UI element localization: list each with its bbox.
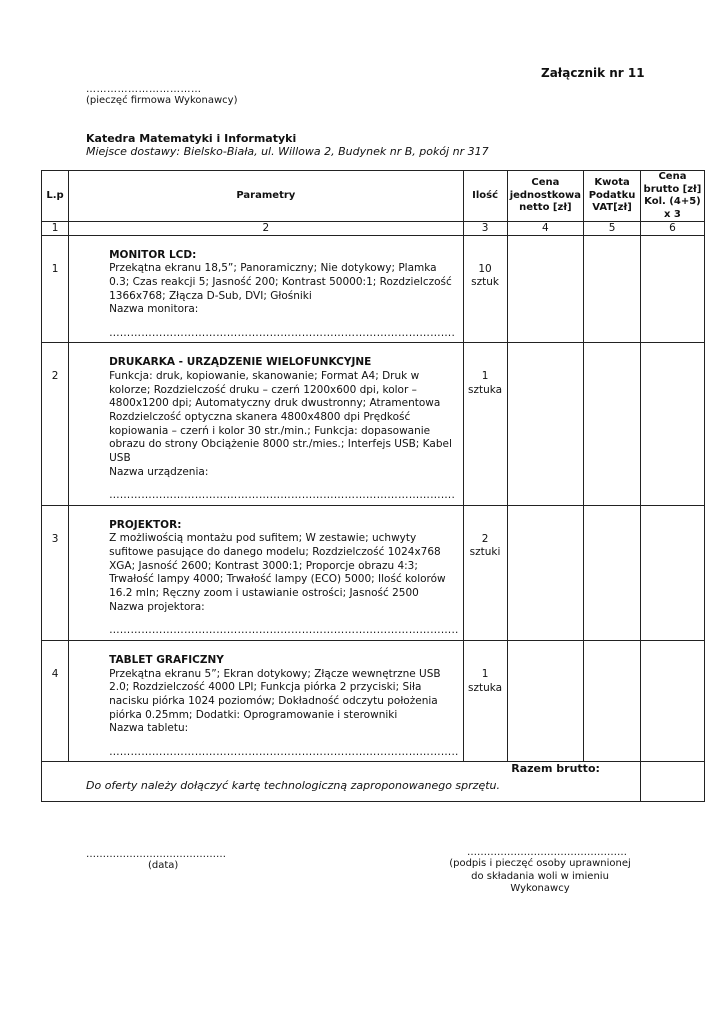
signature-label: (podpis i pieczęć osoby uprawnionej do składania woli w imieniu Wykonawcy (449, 858, 631, 894)
unit-price-cell (507, 505, 584, 640)
vat-cell (584, 640, 641, 761)
gross-cell (640, 505, 704, 640)
table-row (42, 343, 705, 505)
unit-price-cell (507, 640, 584, 761)
pricing-table (41, 170, 705, 802)
item-description: Przekątna ekranu 5”; Ekran dotykowy; Złącze wewnętrzne USB 2.0; Rozdzielczość 4000 LPI; Funkcja piórka 2 przyciski; Siła nacisku piórka 1024 poziomów; Dokładność odczytu położenia piórka 0.25mm; Dodatki: Oprogramowanie i sterowniki (109, 667, 441, 721)
item-name-field: ……………………………………………………………………………………. (109, 326, 456, 339)
signature-field-dots: ………………………………………… (467, 847, 627, 858)
table-row (42, 505, 705, 640)
delivery-location: Miejsce dostawy: Bielsko-Biała, ul. Willowa 2, Budynek nr B, pokój nr 317 (86, 145, 489, 158)
row-qty (463, 235, 507, 343)
column-number: 5 (584, 222, 641, 236)
row-qty (463, 640, 507, 761)
row-params (69, 505, 463, 640)
gross-cell (640, 343, 704, 505)
attachment-note: Do oferty należy dołączyć kartę technologiczną zaproponowanego sprzętu. (86, 779, 500, 792)
item-name-label: Nazwa projektora: (109, 600, 205, 613)
vat-cell (584, 235, 641, 343)
annex-number: Załącznik nr 11 (541, 66, 645, 80)
item-name-label: Nazwa monitora: (109, 303, 199, 316)
header-lp: L.p (42, 171, 69, 222)
row-lp: 2 (42, 343, 69, 505)
qty-unit: sztuki (469, 546, 501, 559)
qty-unit: sztuka (468, 384, 503, 397)
item-title: PROJEKTOR: (109, 518, 182, 531)
item-name-field: …………………………………………………………………………………….. (109, 624, 459, 637)
column-number: 2 (69, 222, 463, 236)
header-unit-price: Cena jednostkowa netto [zł] (507, 171, 584, 222)
header-qty: Ilość (463, 171, 507, 222)
item-name-label: Nazwa tabletu: (109, 722, 189, 735)
item-title: MONITOR LCD: (109, 248, 197, 261)
qty-value: 1 (481, 667, 489, 680)
item-description: Funkcja: druk, kopiowanie, skanowanie; Format A4; Druk w kolorze; Rozdzielczość druku – czerń 1200x600 dpi, kolor – 4800x1200 dpi; Automatyczny druk dwustronny; Atramentowa Rozdzielczość optyczna skanera 4800x4800 dpi Prędkość kopiowania – czerń i kolor 30 str./min.; Funkcja: dopasowanie obrazu do strony Obciążenie 8000 str./mies.; Interfejs USB; Kabel USB (109, 370, 452, 464)
item-title: DRUKARKA - URZĄDZENIE WIELOFUNKCYJNE (109, 356, 372, 369)
header-vat: Kwota Podatku VAT[zł] (584, 171, 641, 222)
qty-value: 10 (478, 262, 492, 275)
total-label: Razem brutto: (42, 762, 641, 802)
gross-cell (640, 235, 704, 343)
date-field-dots: …………………………………… (86, 849, 226, 860)
row-lp: 1 (42, 235, 69, 343)
table-row (42, 640, 705, 761)
item-description: Z możliwością montażu pod sufitem; W zestawie; uchwyty sufitowe pasujące do danego modelu; Rozdzielczość 1024x768 XGA; Jasność 2600; Kontrast 3000:1; Proporcje obrazu 4:3; Trwałość lampy 4000; Trwałość lampy (ECO) 5000; Ilość kolorów 16.2 mln; Ręczny zoom i ustawianie ostrości; Jasność 2500 (109, 532, 446, 600)
column-number: 3 (463, 222, 507, 236)
column-number: 4 (507, 222, 584, 236)
item-name-field: …………………………………………………………………………………….. (109, 745, 459, 758)
qty-unit: sztuk (471, 276, 499, 289)
unit-price-cell (507, 343, 584, 505)
vat-cell (584, 343, 641, 505)
item-name-field: ……………………………………………………………………………………. (109, 489, 456, 502)
row-qty (463, 505, 507, 640)
qty-unit: sztuka (468, 681, 503, 694)
qty-value: 1 (481, 370, 489, 383)
date-label: (data) (148, 860, 179, 871)
stamp-label: (pieczęć firmowa Wykonawcy) (86, 95, 238, 106)
header-row (42, 171, 705, 222)
item-description: Przekątna ekranu 18,5”; Panoramiczny; Nie dotykowy; Plamka 0.3; Czas reakcji 5; Jasność 200; Kontrast 50000:1; Rozdzielczość 1366x768; Złącza D-Sub, DVI; Głośniki (109, 262, 452, 302)
column-number: 6 (640, 222, 704, 236)
column-number-row (42, 222, 705, 236)
gross-cell (640, 640, 704, 761)
qty-value: 2 (481, 532, 489, 545)
row-params (69, 343, 463, 505)
row-qty (463, 343, 507, 505)
item-name-label: Nazwa urządzenia: (109, 465, 209, 478)
row-lp: 3 (42, 505, 69, 640)
header-params: Parametry (69, 171, 463, 222)
header-gross: Cena brutto [zł] Kol. (4+5) x 3 (640, 171, 704, 222)
row-lp: 4 (42, 640, 69, 761)
unit-price-cell (507, 235, 584, 343)
table-row (42, 235, 705, 343)
department-name: Katedra Matematyki i Informatyki (86, 132, 297, 145)
item-title: TABLET GRAFICZNY (109, 653, 224, 666)
row-params (69, 640, 463, 761)
column-number: 1 (42, 222, 69, 236)
row-params (69, 235, 463, 343)
vat-cell (584, 505, 641, 640)
stamp-placeholder-dots: …………………………… (86, 84, 202, 95)
total-value-cell (640, 762, 704, 802)
